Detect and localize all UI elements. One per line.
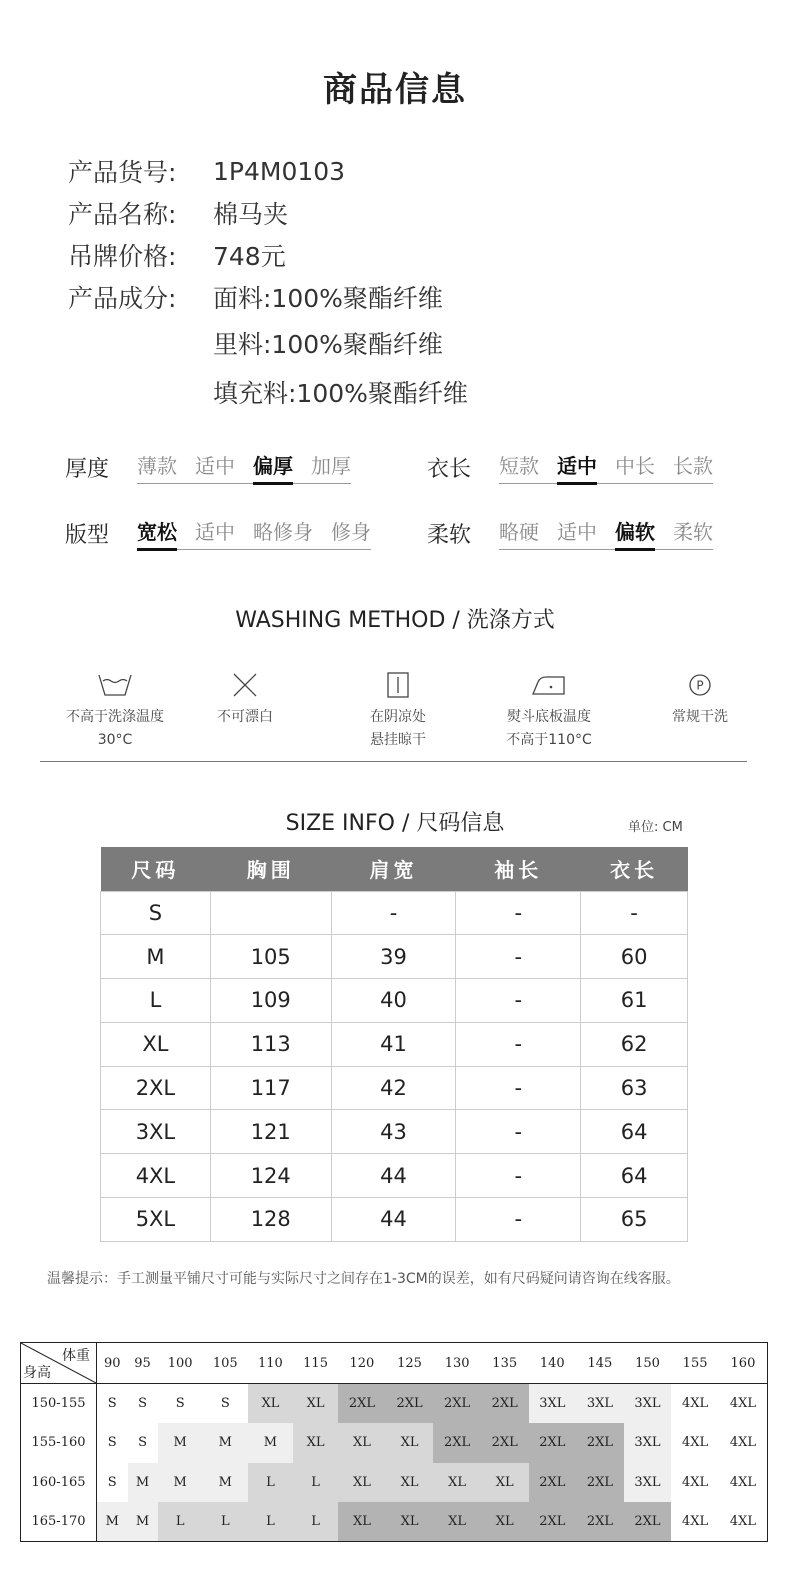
- size-row: [101, 891, 688, 935]
- size-row: [101, 1066, 688, 1110]
- weight-header-cell: 115: [293, 1343, 338, 1384]
- size-cell: 117: [210, 1066, 331, 1110]
- fit-size-cell: 4XL: [671, 1423, 719, 1463]
- size-cell: -: [456, 1198, 581, 1242]
- attribute-name: 厚度: [65, 456, 110, 482]
- size-table: [100, 847, 688, 1242]
- weight-header-cell: 110: [248, 1343, 293, 1384]
- fit-size-cell: XL: [386, 1423, 434, 1463]
- fit-size-cell: 4XL: [671, 1463, 719, 1503]
- weight-header-cell: 125: [386, 1343, 434, 1384]
- size-cell: 63: [581, 1066, 688, 1110]
- wash-text: 常规干洗: [672, 709, 728, 725]
- fit-size-cell: 3XL: [624, 1423, 672, 1463]
- info-value: 748元: [213, 242, 286, 271]
- attribute-options: [499, 516, 713, 550]
- size-cell: M: [101, 935, 211, 979]
- fit-size-cell: 2XL: [576, 1463, 624, 1503]
- size-cell: 61: [581, 979, 688, 1023]
- size-cell: 2XL: [101, 1066, 211, 1110]
- attribute-name: 衣长: [427, 456, 472, 482]
- wash-text: 不高于洗涤温度: [66, 709, 164, 725]
- no-bleach-icon: [170, 670, 320, 700]
- fit-size-cell: XL: [433, 1463, 481, 1503]
- attribute-option-selected: 宽松: [137, 516, 177, 545]
- wash-item: [625, 670, 775, 729]
- wash-text: 悬挂晾干: [370, 732, 426, 748]
- fit-size-cell: M: [128, 1502, 158, 1542]
- svg-text:P: P: [696, 678, 704, 693]
- wash-text: 30°C: [97, 732, 133, 748]
- fit-size-cell: L: [293, 1463, 338, 1503]
- size-cell: -: [456, 1022, 581, 1066]
- fit-size-cell: 2XL: [433, 1423, 481, 1463]
- weight-header-cell: 120: [338, 1343, 386, 1384]
- attribute-option: 适中: [557, 520, 597, 544]
- attribute-option: 中长: [615, 454, 655, 478]
- info-label: 吊牌价格:: [68, 242, 177, 271]
- fit-chart-header: [21, 1343, 768, 1384]
- size-cell: 113: [210, 1022, 331, 1066]
- wash-text: 在阴凉处: [370, 709, 426, 725]
- size-row: [101, 935, 688, 979]
- dry-clean-icon: [625, 670, 775, 700]
- fit-size-cell: XL: [293, 1384, 338, 1424]
- fit-size-cell: XL: [386, 1502, 434, 1542]
- wash-item: [170, 670, 320, 729]
- size-cell: L: [101, 979, 211, 1023]
- fit-size-cell: L: [248, 1463, 293, 1503]
- size-cell: -: [456, 1066, 581, 1110]
- washing-title: WASHING METHOD / 洗涤方式: [235, 608, 555, 633]
- fit-size-cell: XL: [433, 1502, 481, 1542]
- size-cell: -: [456, 979, 581, 1023]
- weight-header-cell: 160: [719, 1343, 768, 1384]
- wash-text: 熨斗底板温度: [507, 709, 591, 725]
- size-header-cell: 胸围: [210, 847, 331, 891]
- fit-size-cell: M: [158, 1463, 203, 1503]
- page-title: 商品信息: [323, 70, 467, 110]
- attribute-option: 薄款: [137, 454, 177, 478]
- corner-weight-label: 体重: [62, 1348, 90, 1364]
- weight-header-cell: 105: [203, 1343, 248, 1384]
- fit-size-cell: XL: [248, 1384, 293, 1424]
- fit-size-cell: 2XL: [481, 1423, 529, 1463]
- info-label: 产品货号:: [68, 158, 177, 187]
- size-cell: 124: [210, 1154, 331, 1198]
- attribute-option: 柔软: [673, 520, 713, 544]
- height-label-cell: 160-165: [21, 1463, 97, 1503]
- size-cell: -: [456, 1110, 581, 1154]
- size-cell: 4XL: [101, 1154, 211, 1198]
- attribute-option: 加厚: [311, 454, 351, 478]
- size-cell: 39: [331, 935, 456, 979]
- weight-header-cell: 150: [624, 1343, 672, 1384]
- fit-size-cell: S: [97, 1463, 128, 1503]
- size-cell: 44: [331, 1198, 456, 1242]
- fit-size-cell: 3XL: [576, 1384, 624, 1424]
- info-row-name: [68, 192, 468, 234]
- size-cell: [210, 891, 331, 935]
- info-value: 1P4M0103: [213, 156, 346, 186]
- info-label: 产品成分:: [68, 284, 177, 313]
- fit-size-cell: 3XL: [624, 1463, 672, 1503]
- fit-size-cell: XL: [338, 1423, 386, 1463]
- fit-size-cell: 4XL: [719, 1463, 768, 1503]
- fit-size-cell: M: [203, 1423, 248, 1463]
- attribute-option: 修身: [331, 520, 371, 544]
- size-cell: 3XL: [101, 1110, 211, 1154]
- fit-size-cell: M: [203, 1463, 248, 1503]
- size-cell: -: [456, 891, 581, 935]
- weight-header-cell: 140: [529, 1343, 577, 1384]
- fit-size-cell: XL: [481, 1502, 529, 1542]
- fit-size-cell: L: [293, 1502, 338, 1542]
- size-cell: 128: [210, 1198, 331, 1242]
- attribute-2: [65, 516, 371, 550]
- washing-section: [40, 670, 747, 762]
- fit-size-cell: S: [203, 1384, 248, 1424]
- weight-header-cell: 145: [576, 1343, 624, 1384]
- fit-size-cell: XL: [338, 1502, 386, 1542]
- size-info-title: SIZE INFO / 尺码信息: [285, 811, 505, 836]
- size-cell: 109: [210, 979, 331, 1023]
- attribute-option: 略硬: [499, 520, 539, 544]
- height-label-cell: 165-170: [21, 1502, 97, 1542]
- fit-size-cell: 2XL: [386, 1384, 434, 1424]
- wash-text: 不高于110°C: [506, 732, 592, 748]
- info-label: 产品名称:: [68, 200, 177, 229]
- size-cell: -: [581, 891, 688, 935]
- fit-size-cell: M: [97, 1502, 128, 1542]
- info-row-code: [68, 150, 468, 192]
- attribute-option: 适中: [195, 454, 235, 478]
- fit-size-cell: XL: [386, 1463, 434, 1503]
- fit-size-cell: 2XL: [529, 1463, 577, 1503]
- attribute-name: 版型: [65, 522, 110, 548]
- shade-drip-dry-icon: [323, 670, 473, 700]
- fit-size-cell: L: [248, 1502, 293, 1542]
- fit-row: [21, 1463, 768, 1503]
- size-header-cell: 尺码: [101, 847, 211, 891]
- fit-size-cell: XL: [338, 1463, 386, 1503]
- weight-header-cell: 90: [97, 1343, 128, 1384]
- attribute-option: 适中: [195, 520, 235, 544]
- composition-lining: 里料:100%聚酯纤维: [213, 329, 443, 359]
- size-cell: 64: [581, 1154, 688, 1198]
- fit-size-cell: 2XL: [338, 1384, 386, 1424]
- attribute-option: 略修身: [253, 520, 313, 544]
- info-row-composition: [68, 276, 468, 318]
- info-row-price: [68, 234, 468, 276]
- wash-item: [474, 670, 624, 752]
- fit-chart-corner: [21, 1343, 97, 1384]
- attribute-option: 长款: [673, 454, 713, 478]
- height-label-cell: 150-155: [21, 1384, 97, 1424]
- fit-size-cell: 4XL: [671, 1502, 719, 1542]
- weight-header-cell: 135: [481, 1343, 529, 1384]
- size-header-cell: 袖长: [456, 847, 581, 891]
- size-unit: 单位: CM: [628, 820, 683, 835]
- measurement-tip: 温馨提示：手工测量平铺尺寸可能与实际尺寸之间存在1-3CM的误差，如有尺码疑问请咨询在线客服。: [47, 1271, 680, 1287]
- fit-size-cell: 2XL: [576, 1423, 624, 1463]
- fit-size-cell: L: [158, 1502, 203, 1542]
- fit-size-cell: M: [158, 1423, 203, 1463]
- size-cell: XL: [101, 1022, 211, 1066]
- size-table-header: [101, 847, 688, 891]
- size-row: [101, 1154, 688, 1198]
- weight-header-cell: 155: [671, 1343, 719, 1384]
- fit-size-cell: 3XL: [624, 1384, 672, 1424]
- fit-size-cell: 2XL: [624, 1502, 672, 1542]
- info-value: 棉马夹: [213, 200, 289, 229]
- size-cell: 43: [331, 1110, 456, 1154]
- attribute-options: [499, 450, 713, 484]
- attribute-options: [137, 450, 351, 484]
- size-cell: S: [101, 891, 211, 935]
- fit-row: [21, 1384, 768, 1424]
- size-cell: 62: [581, 1022, 688, 1066]
- fit-size-cell: S: [128, 1423, 158, 1463]
- fit-size-cell: XL: [481, 1463, 529, 1503]
- info-value: 面料:100%聚酯纤维: [213, 284, 443, 313]
- fit-size-cell: S: [128, 1384, 158, 1424]
- fit-size-cell: 3XL: [529, 1384, 577, 1424]
- attribute-option-selected: 偏软: [615, 516, 655, 545]
- corner-height-label: 身高: [23, 1365, 51, 1381]
- weight-header-cell: 95: [128, 1343, 158, 1384]
- fit-size-cell: 2XL: [481, 1384, 529, 1424]
- weight-header-cell: 100: [158, 1343, 203, 1384]
- size-cell: 65: [581, 1198, 688, 1242]
- fit-row: [21, 1502, 768, 1542]
- size-cell: 42: [331, 1066, 456, 1110]
- attribute-option: 短款: [499, 454, 539, 478]
- size-row: [101, 979, 688, 1023]
- fit-size-cell: L: [203, 1502, 248, 1542]
- fit-size-cell: 4XL: [719, 1384, 768, 1424]
- size-header-cell: 衣长: [581, 847, 688, 891]
- attribute-1: [427, 450, 713, 484]
- size-cell: 44: [331, 1154, 456, 1198]
- attribute-name: 柔软: [427, 522, 472, 548]
- attribute-option-selected: 适中: [557, 450, 597, 479]
- composition-filling: 填充料:100%聚酯纤维: [213, 378, 468, 408]
- size-cell: 60: [581, 935, 688, 979]
- fit-size-cell: M: [248, 1423, 293, 1463]
- attribute-options: [137, 516, 371, 550]
- size-cell: 41: [331, 1022, 456, 1066]
- fit-size-cell: 2XL: [576, 1502, 624, 1542]
- size-cell: 5XL: [101, 1198, 211, 1242]
- size-cell: -: [456, 1154, 581, 1198]
- wash-item: [40, 670, 190, 752]
- fit-size-cell: S: [158, 1384, 203, 1424]
- wash-text: 不可漂白: [217, 709, 273, 725]
- attribute-3: [427, 516, 713, 550]
- weight-header-cell: 130: [433, 1343, 481, 1384]
- fit-size-cell: 4XL: [719, 1502, 768, 1542]
- size-cell: -: [456, 935, 581, 979]
- fit-row: [21, 1423, 768, 1463]
- attribute-0: [65, 450, 351, 484]
- fit-size-cell: 4XL: [671, 1384, 719, 1424]
- size-cell: 105: [210, 935, 331, 979]
- fit-size-cell: M: [128, 1463, 158, 1503]
- size-cell: -: [331, 891, 456, 935]
- size-row: [101, 1110, 688, 1154]
- size-row: [101, 1198, 688, 1242]
- fit-size-cell: S: [97, 1384, 128, 1424]
- height-label-cell: 155-160: [21, 1423, 97, 1463]
- size-cell: 40: [331, 979, 456, 1023]
- iron-icon: [474, 670, 624, 700]
- product-info: [68, 150, 468, 416]
- wash-tub-icon: [40, 670, 190, 700]
- size-row: [101, 1022, 688, 1066]
- fit-size-cell: 2XL: [529, 1423, 577, 1463]
- fit-size-cell: S: [97, 1423, 128, 1463]
- fit-size-cell: XL: [293, 1423, 338, 1463]
- wash-item: [323, 670, 473, 752]
- attribute-option-selected: 偏厚: [253, 450, 293, 479]
- fit-size-cell: 4XL: [719, 1423, 768, 1463]
- fit-size-cell: 2XL: [529, 1502, 577, 1542]
- size-cell: 121: [210, 1110, 331, 1154]
- fit-size-cell: 2XL: [433, 1384, 481, 1424]
- size-header-cell: 肩宽: [331, 847, 456, 891]
- size-cell: 64: [581, 1110, 688, 1154]
- fit-chart: [20, 1342, 768, 1542]
